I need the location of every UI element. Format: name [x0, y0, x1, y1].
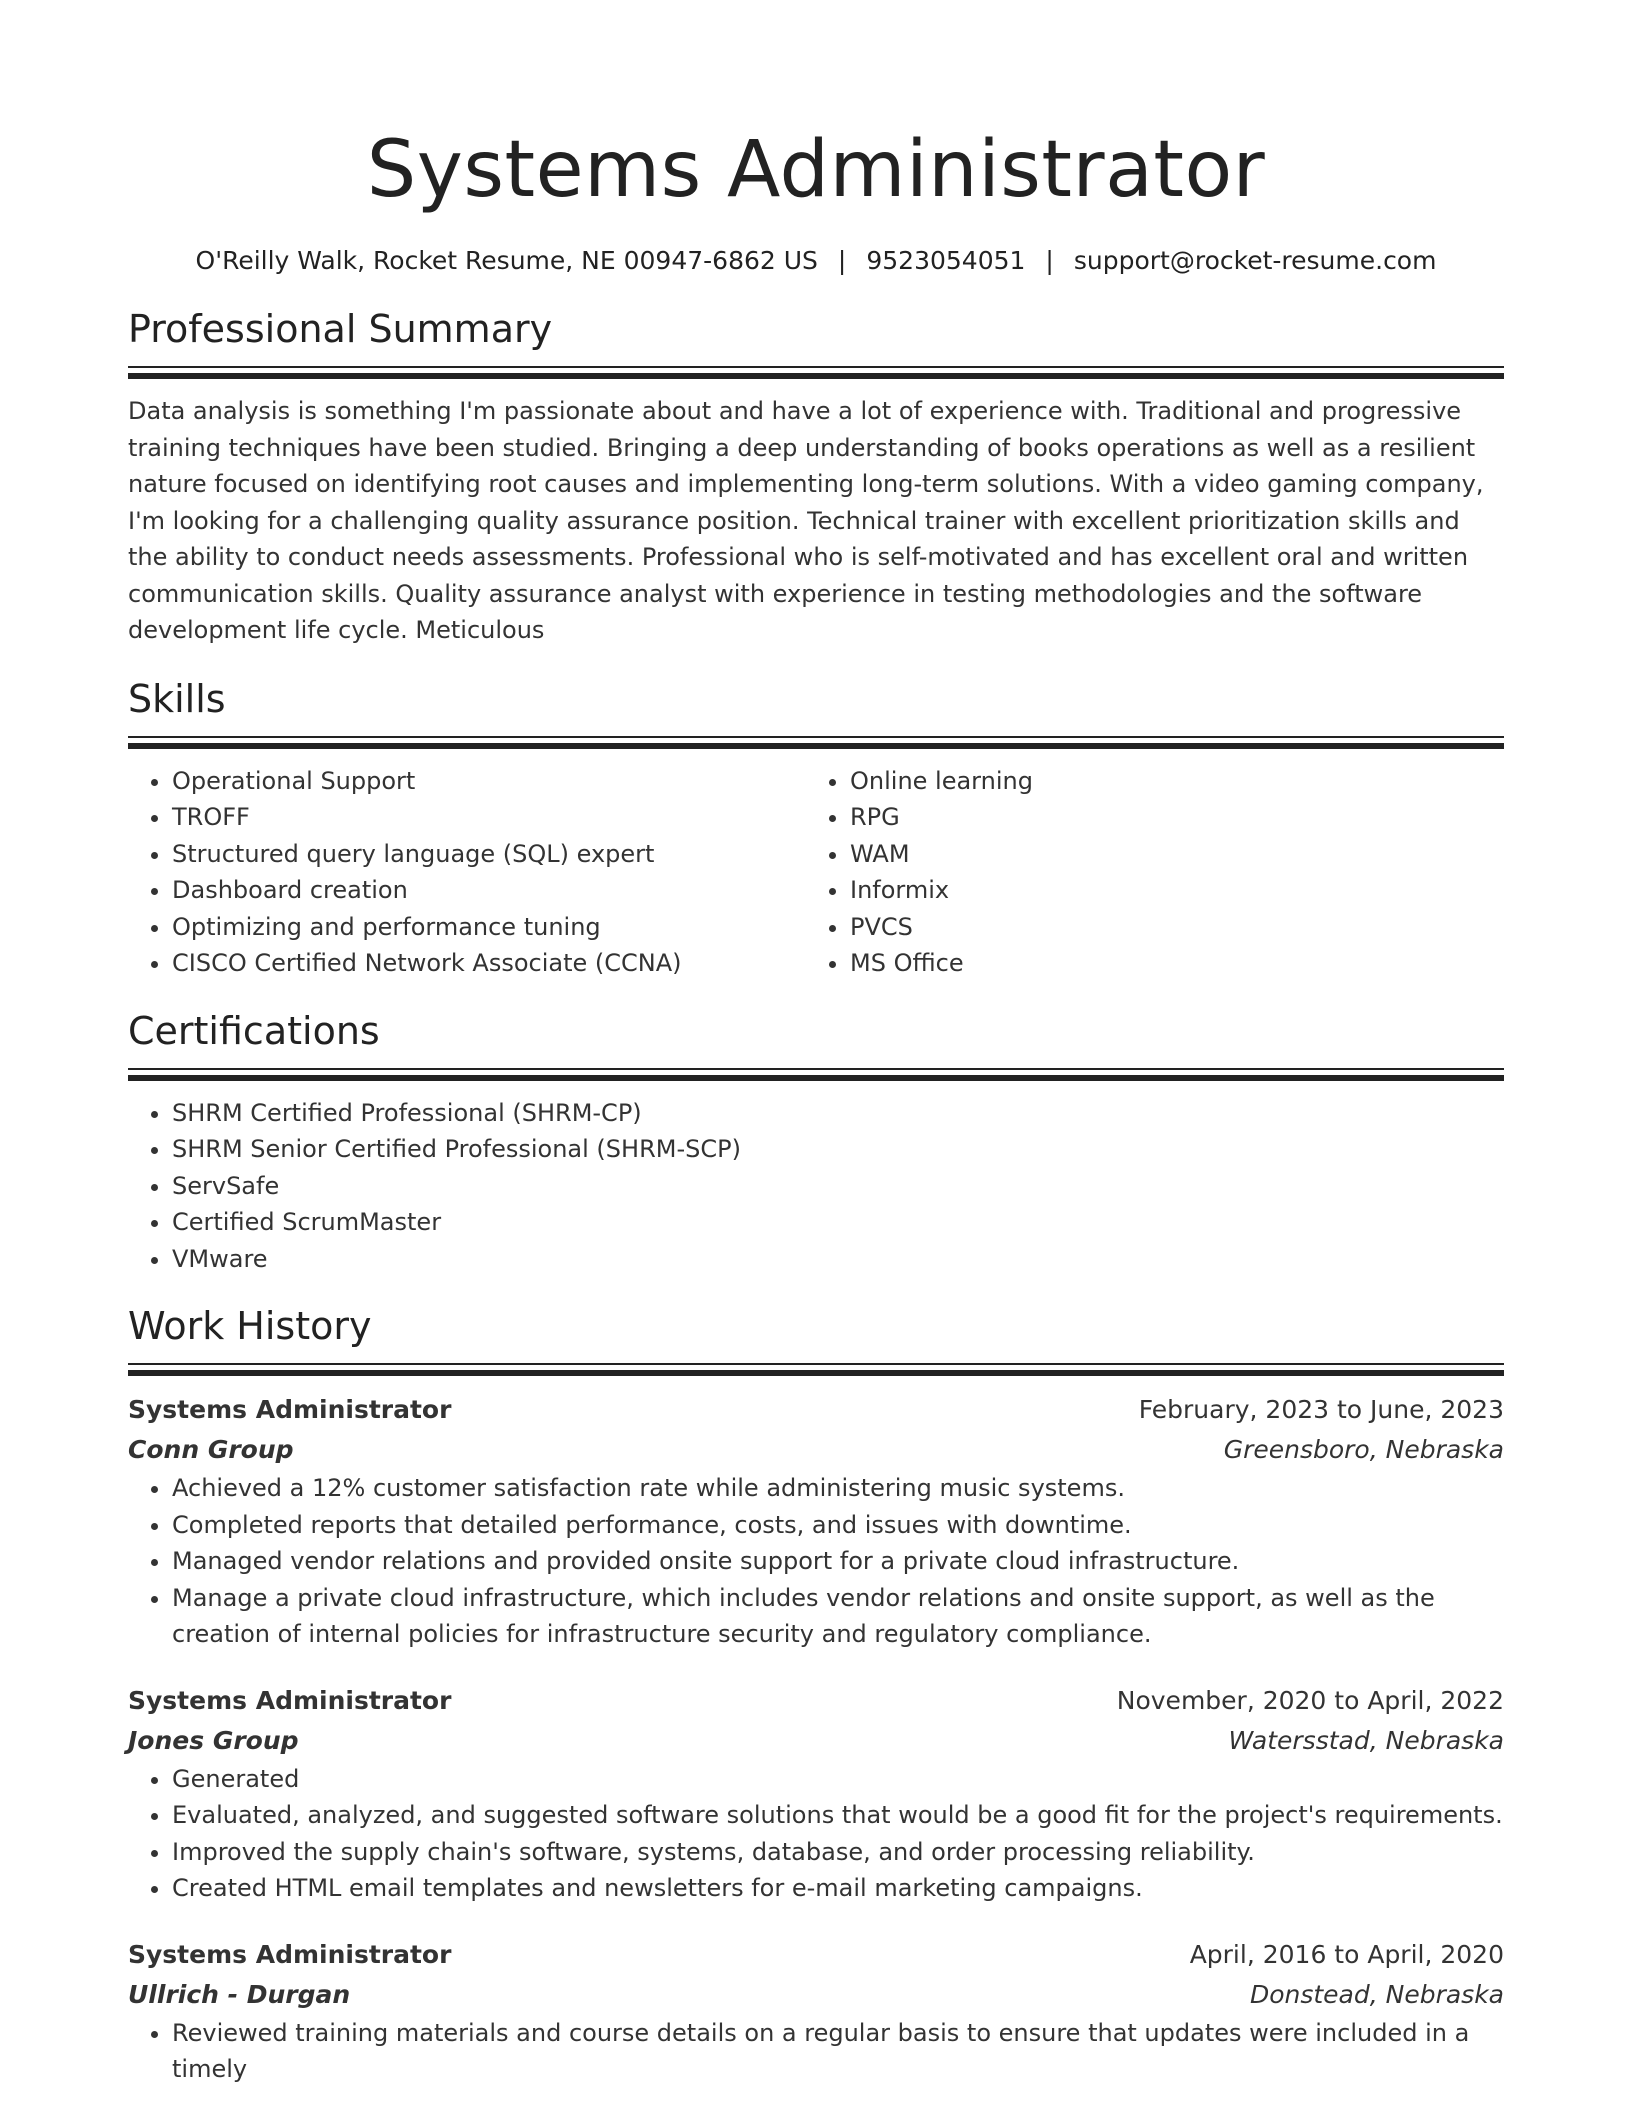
job-entry — [128, 1681, 1504, 1907]
certification-item: • SHRM Certified Professional (SHRM-CP) — [172, 1095, 1504, 1132]
section-title-work-history: Work History — [128, 1304, 372, 1348]
certification-item: • Certified ScrumMaster — [172, 1204, 1504, 1241]
job-bullet: • Managed vendor relations and provided onsite support for a private cloud infrastructure. — [172, 1543, 1504, 1580]
job-company: Jones Group — [128, 1725, 299, 1755]
job-location: Greensboro, Nebraska — [1223, 1435, 1504, 1464]
job-bullet: • Evaluated, analyzed, and suggested software solutions that would be a good fit for the project's requirements. — [172, 1797, 1504, 1834]
resume-page — [128, 0, 1504, 2088]
job-location: Donstead, Nebraska — [1249, 1979, 1504, 2009]
section-divider — [128, 1068, 1504, 1081]
job-bullet: • Reviewed training materials and course details on a regular basis to ensure that updates were included in a timely — [172, 2015, 1504, 2088]
contact-phone: 9523054051 — [866, 246, 1026, 275]
job-entry — [128, 1935, 1504, 2088]
contact-email: support@rocket-resume.com — [1073, 246, 1437, 275]
skill-item: • PVCS — [850, 909, 1484, 946]
job-bullet: • Created HTML email templates and newsletters for e-mail marketing campaigns. — [172, 1870, 1504, 1907]
job-bullet: • Improved the supply chain's software, systems, database, and order processing reliability. — [172, 1834, 1504, 1871]
skill-item: • Optimizing and performance tuning — [172, 909, 806, 946]
certification-item: • ServSafe — [172, 1168, 1504, 1205]
job-company: Conn Group — [128, 1435, 294, 1464]
skill-item: • Online learning — [850, 763, 1484, 800]
job-title: Systems Administrator — [128, 1939, 452, 1969]
certification-item: • VMware — [172, 1241, 1504, 1278]
skill-item: • RPG — [850, 799, 1484, 836]
certification-item: • SHRM Senior Certified Professional (SHRM-SCP) — [172, 1131, 1504, 1168]
contact-separator: | — [1045, 246, 1054, 275]
job-dates: April, 2016 to April, 2020 — [1189, 1939, 1504, 1969]
section-divider — [128, 366, 1504, 379]
skill-item: • TROFF — [172, 799, 806, 836]
job-dates: February, 2023 to June, 2023 — [1138, 1395, 1504, 1424]
job-title: Systems Administrator — [128, 1395, 452, 1424]
resume-name: Systems Administrator — [366, 125, 1266, 215]
job-company: Ullrich - Durgan — [128, 1979, 351, 2009]
skill-item: • Operational Support — [172, 763, 806, 800]
job-dates: November, 2020 to April, 2022 — [1116, 1685, 1504, 1715]
work-history-section — [128, 1301, 1504, 2088]
skills-grid — [128, 763, 1504, 982]
skills-column-left — [128, 763, 806, 982]
summary-text: Data analysis is something I'm passionate about and have a lot of experience with. Traditional and progressive training techniques have been studied. Bringing a deep understanding of books operations as well as a resilient nature focused on identifying root causes and implementing long-term solutions. With a video gaming company, I'm looking for a challenging quality assurance position. Technical trainer with excellent prioritization skills and the ability to conduct needs assessments. Professional who is self-motivated and has excellent oral and written communication skills. Quality assurance analyst with experience in testing methodologies and the software development life cycle. Meticulous — [128, 397, 1484, 644]
section-divider — [128, 1363, 1504, 1376]
skills-section — [128, 674, 1504, 982]
skill-item: • Dashboard creation — [172, 872, 806, 909]
job-bullet: • Generated — [172, 1761, 1504, 1798]
certifications-section — [128, 1006, 1504, 1278]
skills-column-right — [806, 763, 1484, 982]
contact-address: O'Reilly Walk, Rocket Resume, NE 00947-6862 US — [195, 246, 818, 275]
section-title-skills: Skills — [128, 676, 226, 721]
skill-item: • CISCO Certified Network Associate (CCNA) — [172, 945, 806, 982]
job-bullet: • Manage a private cloud infrastructure, which includes vendor relations and onsite support, as well as the creation of internal policies for infrastructure security and regulatory compliance. — [172, 1580, 1504, 1653]
certifications-list — [128, 1095, 1504, 1278]
skill-item: • Structured query language (SQL) expert — [172, 836, 806, 873]
contact-separator: | — [837, 246, 847, 275]
skill-item: • MS Office — [850, 945, 1484, 982]
skill-item: • Informix — [850, 872, 1484, 909]
job-entry — [128, 1390, 1504, 1653]
summary-section — [128, 304, 1504, 649]
section-divider — [128, 736, 1504, 749]
contact-line — [128, 244, 1504, 278]
section-title-certifications: Certifications — [128, 1008, 380, 1053]
job-bullet: • Completed reports that detailed performance, costs, and issues with downtime. — [172, 1507, 1504, 1544]
section-title-summary: Professional Summary — [128, 307, 553, 351]
job-location: Watersstad, Nebraska — [1228, 1725, 1504, 1755]
skill-item: • WAM — [850, 836, 1484, 873]
job-bullet: • Achieved a 12% customer satisfaction rate while administering music systems. — [172, 1470, 1504, 1507]
job-title: Systems Administrator — [128, 1685, 452, 1715]
